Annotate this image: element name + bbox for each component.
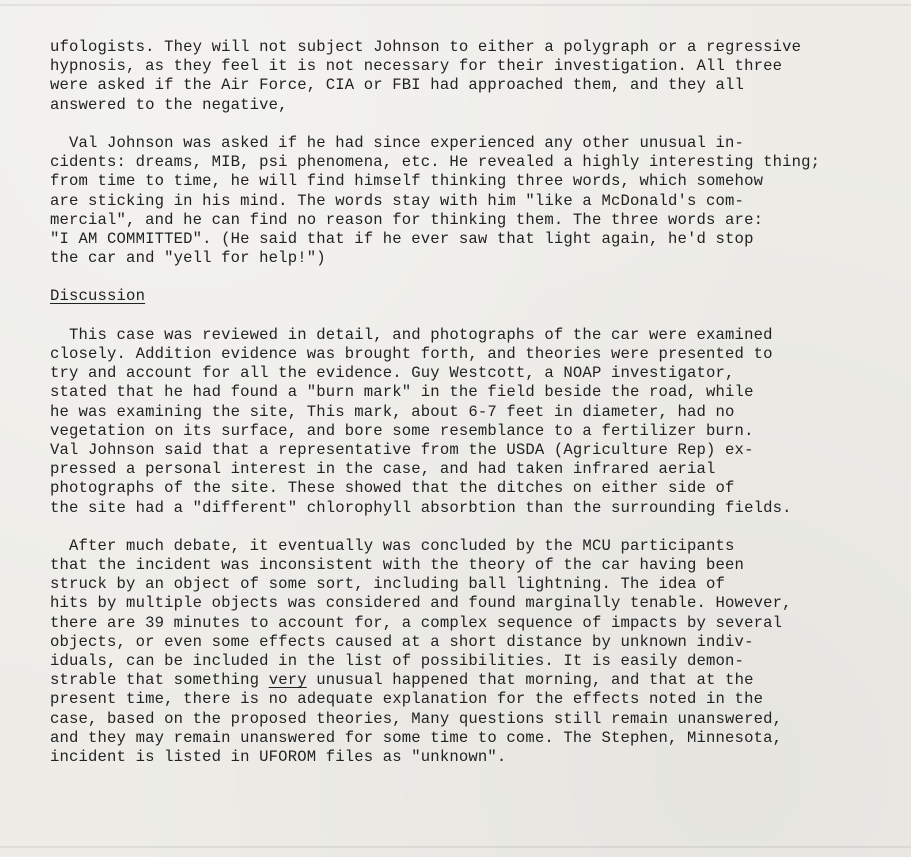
text-line: ufologists. They will not subject Johnson to either a polygraph or a regressive (50, 38, 802, 56)
text-line: the site had a "different" chlorophyll absorbtion than the surrounding fields. (50, 498, 792, 517)
text-line: were asked if the Air Force, CIA or FBI had approached them, and they all (50, 76, 745, 95)
section-heading-discussion: Discussion (50, 287, 146, 306)
text-line: that the incident was inconsistent with the theory of the car having been (50, 556, 745, 575)
text-line: closely. Addition evidence was brought forth, and theories were presented to (50, 345, 773, 363)
text-line: try and account for all the evidence. Guy Westcott, a NOAP investigator, (50, 364, 735, 383)
paragraph-1 (50, 38, 895, 115)
paragraph-3 (50, 326, 895, 518)
text-line: from time to time, he will find himself thinking three words, which somehow (50, 172, 764, 191)
paragraph-4 (50, 537, 895, 767)
paragraph-gap (50, 307, 895, 326)
text-line: incident is listed in UFOROM files as "unknown". (50, 747, 507, 766)
text-line: After much debate, it eventually was concluded by the MCU participants (50, 536, 735, 555)
bleed-through-line (0, 846, 911, 848)
text-line: hypnosis, as they feel it is not necessary for their investigation. All three (50, 57, 783, 76)
text-line: mercial", and he can find no reason for thinking them. The three words are: (50, 210, 764, 229)
text-line: and they may remain unanswered for some time to come. The Stephen, Minnesota, (50, 728, 783, 747)
text-segment: strable that something (50, 671, 269, 690)
underlined-word-very: very (268, 671, 307, 690)
text-line: objects, or even some effects caused at a short distance by unknown indiv- (50, 632, 754, 651)
bleed-through-line (0, 4, 911, 6)
page-text (50, 38, 895, 767)
text-segment: unusual happened that morning, and that at the (306, 671, 754, 690)
text-line: This case was reviewed in detail, and photographs of the car were examined (50, 325, 773, 344)
text-line-with-emphasis (50, 671, 895, 690)
paragraph-gap (50, 518, 895, 537)
paragraph-2 (50, 134, 895, 268)
text-line: Val Johnson was asked if he had since experienced any other unusual in- (50, 133, 745, 152)
text-line: cidents: dreams, MIB, psi phenomena, etc. He revealed a highly interesting thing; (50, 153, 821, 172)
text-line: pressed a personal interest in the case, and had taken infrared aerial (50, 460, 716, 479)
text-line: "I AM COMMITTED". (He said that if he ever saw that light again, he'd stop (50, 229, 754, 248)
text-line: vegetation on its surface, and bore some resemblance to a fertilizer burn. (50, 421, 754, 440)
text-line: photographs of the site. These showed that the ditches on either side of (50, 479, 735, 498)
text-line: stated that he had found a "burn mark" in the field beside the road, while (50, 383, 754, 402)
text-line: are sticking in his mind. The words stay with him "like a McDonald's com- (50, 191, 745, 210)
text-line: hits by multiple objects was considered and found marginally tenable. However, (50, 594, 792, 613)
text-line: answered to the negative, (50, 95, 288, 114)
text-line: he was examining the site, This mark, about 6-7 feet in diameter, had no (50, 402, 735, 421)
text-line: iduals, can be included in the list of possibilities. It is easily demon- (50, 652, 745, 670)
text-line: Val Johnson said that a representative from the USDA (Agriculture Rep) ex- (50, 440, 754, 459)
text-line: struck by an object of some sort, including ball lightning. The idea of (50, 575, 726, 594)
paragraph-gap (50, 115, 895, 134)
paragraph-gap (50, 268, 895, 287)
text-line: case, based on the proposed theories, Many questions still remain unanswered, (50, 709, 783, 728)
text-line: there are 39 minutes to account for, a complex sequence of impacts by several (50, 613, 783, 632)
text-line: the car and "yell for help!") (50, 249, 326, 268)
text-line: present time, there is no adequate explanation for the effects noted in the (50, 690, 764, 709)
